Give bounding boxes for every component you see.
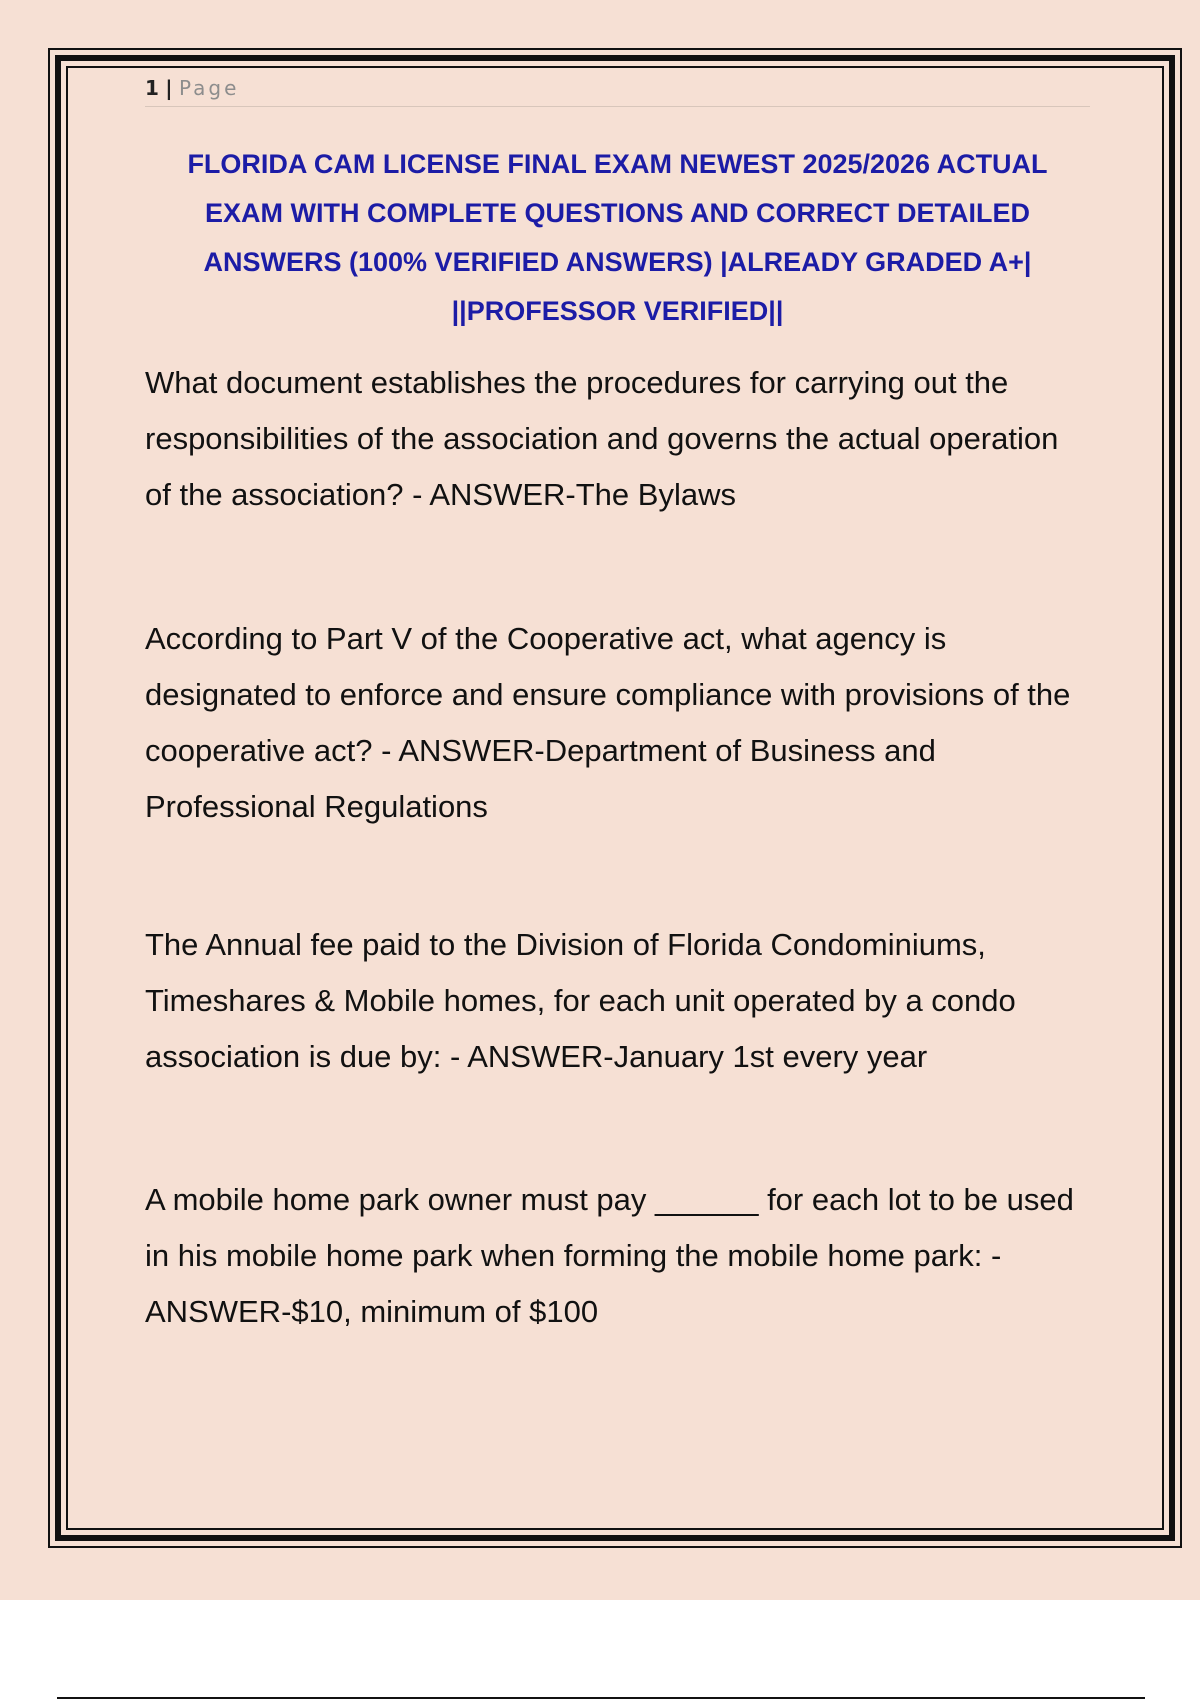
question-answer-4: A mobile home park owner must pay ______ for each lot to be used in his mobile home park when forming the mobile home park: - ANSWER-$10, minimum of $100 — [145, 1182, 1074, 1329]
question-answer-3: The Annual fee paid to the Division of Florida Condominiums, Timeshares & Mobile homes, for each unit operated by a condo association is due by: - ANSWER-January 1st every year — [145, 927, 1016, 1074]
page-number: 1 — [145, 76, 159, 100]
document-title: FLORIDA CAM LICENSE FINAL EXAM NEWEST 2025/2026 ACTUAL EXAM WITH COMPLETE QUESTIONS AND CORRECT DETAILED ANSWERS (100% VERIFIED ANSWERS) |ALREADY GRADED A+| ||PROFESSOR VERIFIED|| — [187, 149, 1048, 326]
bottom-divider-line — [57, 1697, 1145, 1699]
page-separator: | — [165, 76, 173, 100]
page-label: Page — [178, 76, 240, 100]
question-answer-2: According to Part V of the Cooperative act, what agency is designated to enforce and ensure compliance with provisions of the cooperative act? - ANSWER-Department of Business and Professional Regulations — [145, 621, 1071, 824]
question-answer-1: What document establishes the procedures for carrying out the responsibilities of the association and governs the actual operation of the association? - ANSWER-The Bylaws — [145, 365, 1059, 512]
page-header — [145, 74, 1090, 107]
